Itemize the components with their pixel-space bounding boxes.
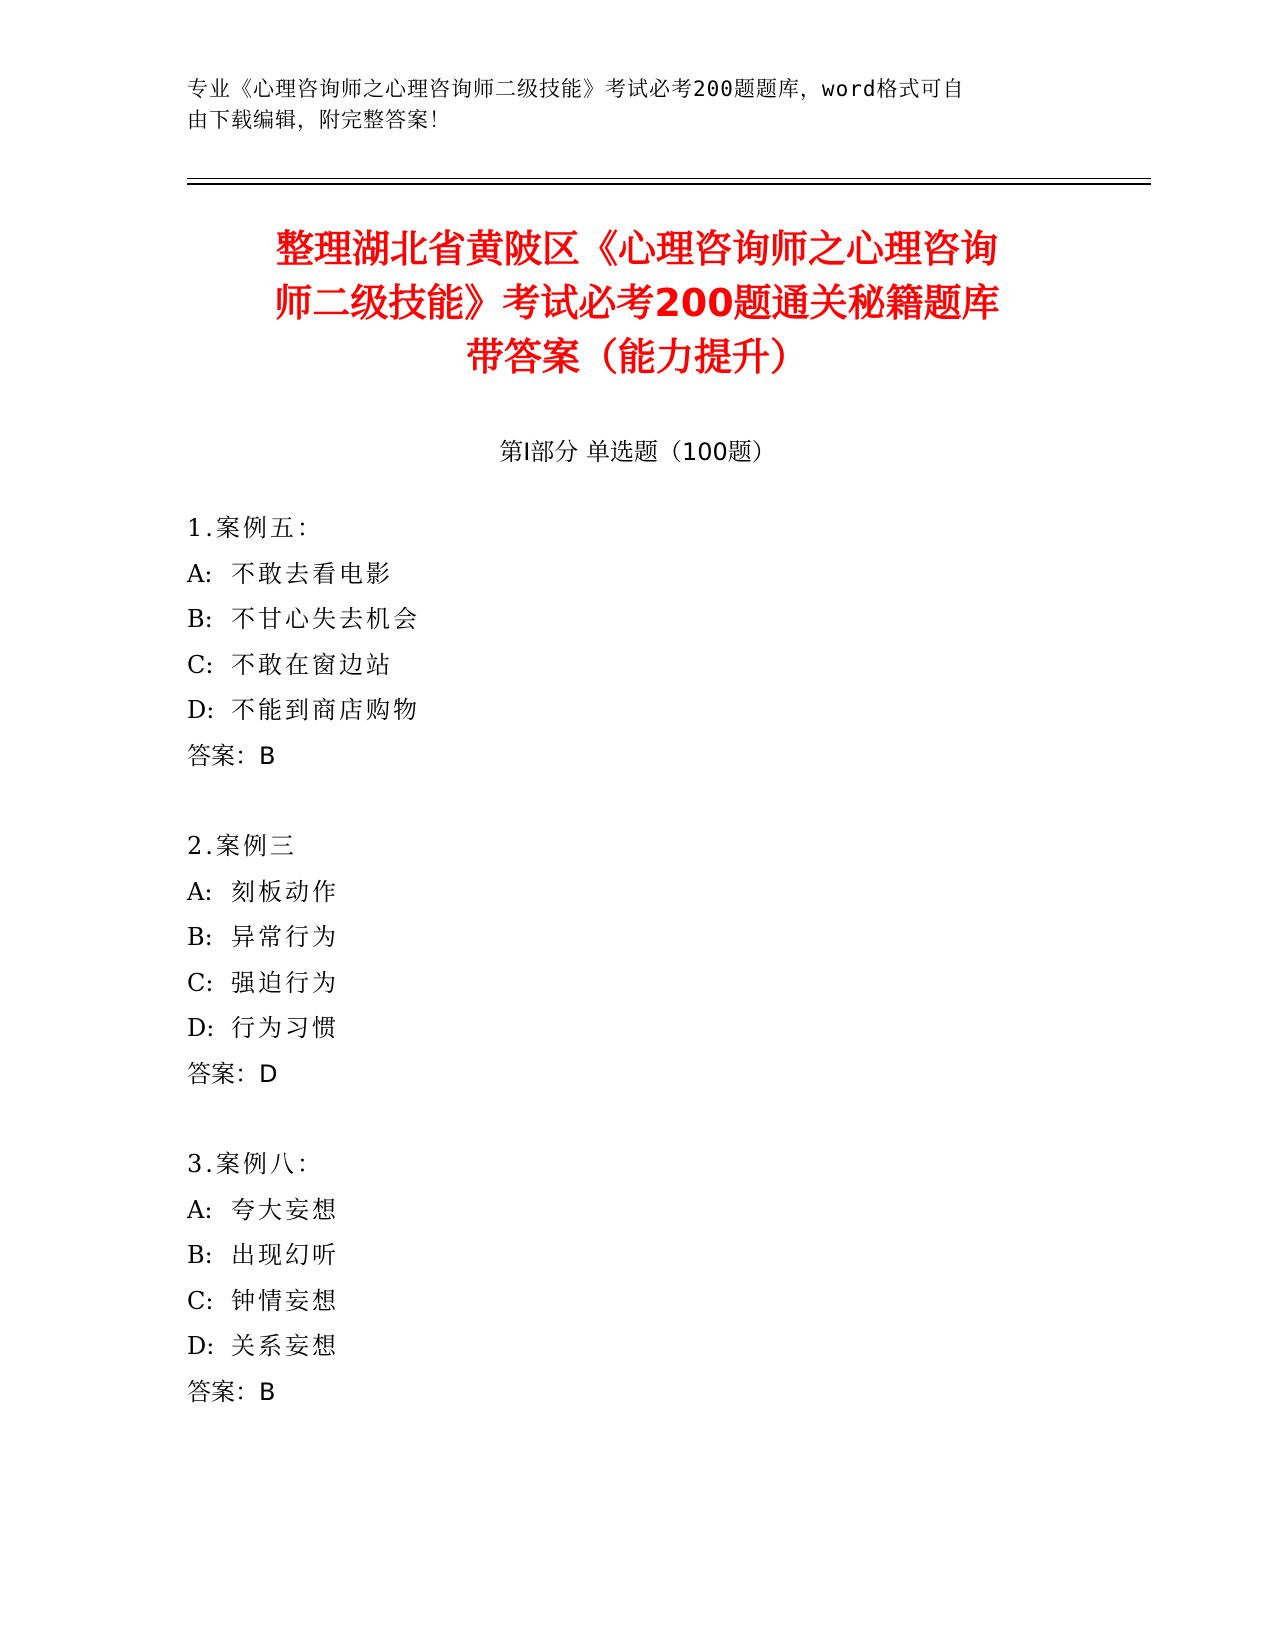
option-text: 不敢在窗边站 xyxy=(231,650,393,679)
option-text: 不甘心失去机会 xyxy=(231,605,420,633)
option-text: 不敢去看电影 xyxy=(231,559,393,588)
question-2 xyxy=(187,824,1087,1097)
option-b xyxy=(187,597,1087,643)
header-note xyxy=(187,74,1067,136)
option-text: 出现幻听 xyxy=(231,1241,339,1269)
option-d xyxy=(187,1006,1087,1052)
answer: 答案：B xyxy=(187,741,276,770)
option-key: D: xyxy=(187,1014,215,1042)
option-text: 强迫行为 xyxy=(231,968,339,997)
answer: 答案：B xyxy=(187,1377,276,1406)
header-divider-thin xyxy=(187,178,1151,179)
option-c xyxy=(187,643,1087,689)
question-3 xyxy=(187,1142,1087,1415)
answer: 答案：D xyxy=(187,1059,278,1088)
option-a xyxy=(187,552,1087,598)
header-note-line-1: 专业《心理咨询师之心理咨询师二级技能》考试必考200题题库，word格式可自 xyxy=(187,77,965,101)
question-1 xyxy=(187,506,1087,779)
question-stem: 1.案例五： xyxy=(187,514,324,542)
header-divider-thick xyxy=(187,183,1151,185)
option-text: 钟情妄想 xyxy=(231,1286,339,1315)
document-title xyxy=(187,222,1087,384)
option-key: A: xyxy=(187,877,213,906)
option-key: D: xyxy=(187,696,215,724)
document-title-line-2: 师二级技能》考试必考200题通关秘籍题库 xyxy=(274,281,1000,325)
option-text: 刻板动作 xyxy=(231,877,339,906)
option-key: B: xyxy=(187,605,213,633)
option-text: 异常行为 xyxy=(231,923,339,951)
option-key: A: xyxy=(187,1195,213,1224)
option-c xyxy=(187,961,1087,1007)
option-text: 不能到商店购物 xyxy=(231,696,420,724)
option-a xyxy=(187,1188,1087,1234)
option-b xyxy=(187,1233,1087,1279)
option-key: B: xyxy=(187,1241,213,1269)
question-stem: 3.案例八： xyxy=(187,1150,324,1178)
option-key: A: xyxy=(187,559,213,588)
option-key: C: xyxy=(187,968,214,997)
option-key: C: xyxy=(187,1286,214,1315)
option-d xyxy=(187,688,1087,734)
option-a xyxy=(187,870,1087,916)
option-d xyxy=(187,1324,1087,1370)
option-c xyxy=(187,1279,1087,1325)
option-text: 夸大妄想 xyxy=(231,1195,339,1224)
option-key: D: xyxy=(187,1332,215,1360)
option-key: C: xyxy=(187,650,214,679)
option-text: 关系妄想 xyxy=(231,1332,339,1360)
question-stem: 2.案例三 xyxy=(187,832,297,860)
option-text: 行为习惯 xyxy=(231,1014,339,1042)
header-note-line-2: 由下载编辑，附完整答案！ xyxy=(187,108,451,132)
document-title-line-1: 整理湖北省黄陂区《心理咨询师之心理咨询 xyxy=(275,227,998,271)
option-key: B: xyxy=(187,923,213,951)
document-title-line-3: 带答案（能力提升） xyxy=(465,335,808,379)
section-title: 第Ⅰ部分 单选题（100题） xyxy=(499,438,776,466)
option-b xyxy=(187,915,1087,961)
